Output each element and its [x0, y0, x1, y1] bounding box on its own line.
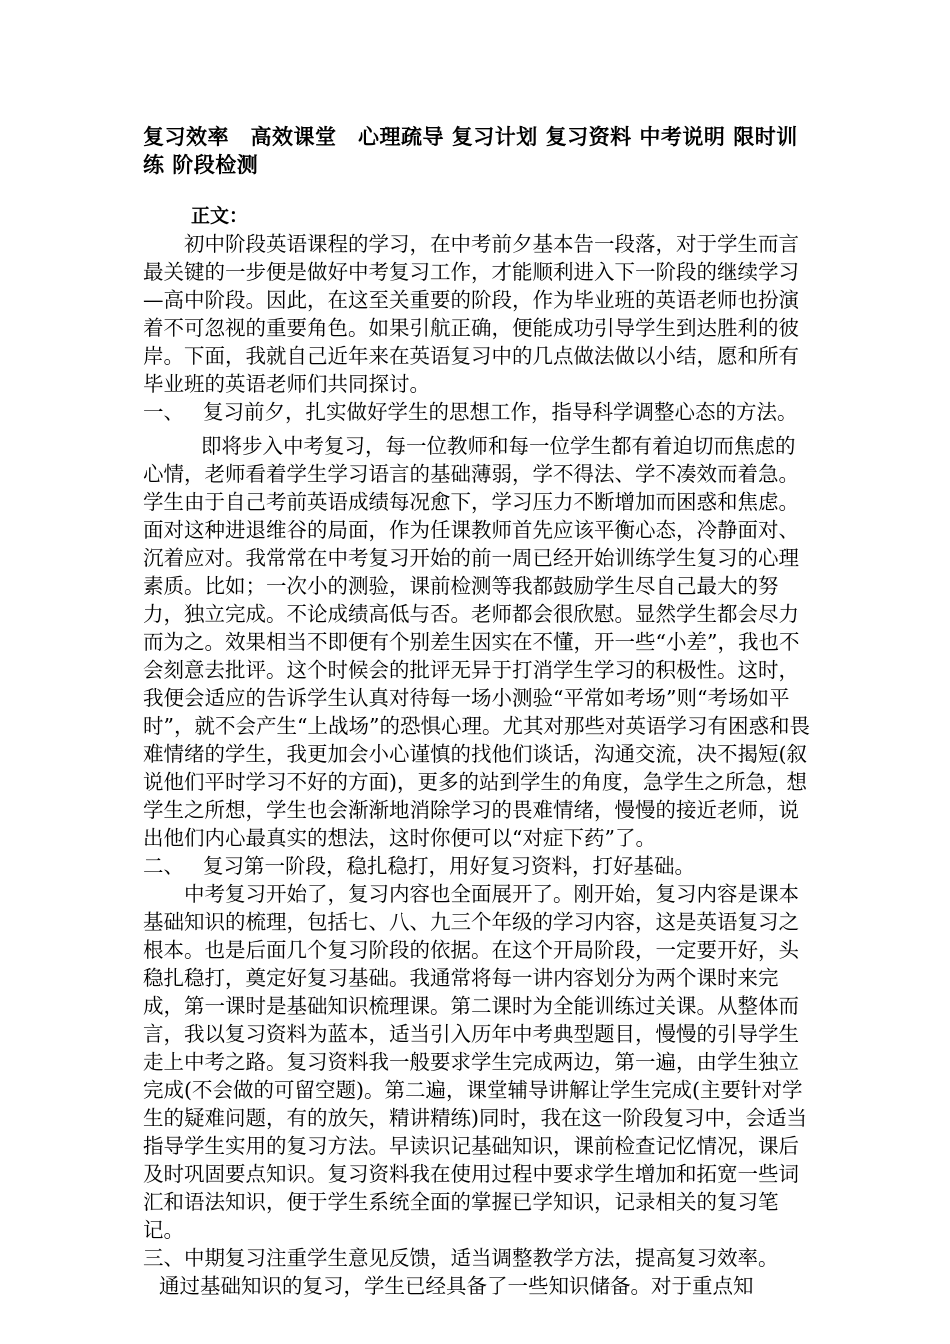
section-1-paragraph: 即将步入中考复习，每一位教师和每一位学生都有着迫切而焦虑的心情，老师看着学生学习语言的基础薄弱，学不得法、学不凑效而着急。学生由于自己考前英语成绩每况愈下，学习压力不断增加而困惑和焦虑。面对这种进退维谷的局面，作为任课教师首先应该平衡心态，冷静面对、沉着应对。我常常在中考复习开始的前一周已经开始训练学生复习的心理素质。比如；一次小的测验，课前检测等我都鼓励学生尽自己最大的努力，独立完成。不论成绩高低与否。老师都会很欣慰。显然学生都会尽力而为之。效果相当不即便有个别差生因实在不懂，开一些“小差”，我也不会刻意去批评。这个时候会的批评无异于打消学生学习的积极性。这时，我便会适应的告诉学生认真对待每一场小测验“平常如考场”则“考场如平时”，就不会产生“上战场”的恐惧心理。尤其对那些对英语学习有困惑和畏难情绪的学生，我更加会小心谨慎的找他们谈话，沟通交流，决不揭短(叙说他们平时学习不好的方面)，更多的站到学生的角度，急学生之所急，想学生之所想，学生也会渐渐地消除学习的畏难情绪，慢慢的接近老师，说出他们内心最真实的想法，这时你便可以“对症下药”了。: [143, 434, 810, 850]
document-body: [143, 202, 813, 1300]
section-3-heading: 三、中期复习注重学生意见反馈，适当调整教学方法，提高复习效率。: [143, 1246, 779, 1270]
section-1-number: 一、: [143, 400, 184, 424]
keywords-line: 复习效率 高效课堂 心理疏导 复习计划 复习资料 中考说明 限时训练 阶段检测: [143, 125, 798, 177]
section-1-heading: [143, 398, 813, 426]
section-2-heading: [143, 852, 813, 880]
section-2-title: 复习第一阶段，稳扎稳打，用好复习资料，打好基础。: [203, 854, 695, 878]
intro-paragraph: 初中阶段英语课程的学习，在中考前夕基本告一段落，对于学生而言最关键的一步便是做好中考复习工作，才能顺利进入下一阶段的继续学习—高中阶段。因此，在这至关重要的阶段，作为毕业班的英语老师也扮演着不可忽视的重要角色。如果引航正确，便能成功引导学生到达胜利的彼岸。下面，我就自己近年来在英语复习中的几点做法做以小结，愿和所有毕业班的英语老师们共同探讨。: [143, 232, 799, 396]
section-3-paragraph: 通过基础知识的复习，学生已经具备了一些知识储备。对于重点知: [159, 1274, 754, 1298]
body-label: 正文：: [191, 205, 249, 227]
section-2-number: 二、: [143, 854, 184, 878]
section-2-paragraph: 中考复习开始了，复习内容也全面展开了。刚开始，复习内容是课本基础知识的梳理，包括七、八、九三个年级的学习内容，这是英语复习之根本。也是后面几个复习阶段的依据。在这个开局阶段，一定要开好，头稳扎稳打，奠定好复习基础。我通常将每一讲内容划分为两个课时来完成，第一课时是基础知识梳理课。第二课时为全能训练过关课。从整体而言，我以复习资料为蓝本，适当引入历年中考典型题目，慢慢的引导学生走上中考之路。复习资料我一般要求学生完成两边，第一遍，由学生独立完成(不会做的可留空题)。第二遍，课堂辅导讲解让学生完成(主要针对学生的疑难问题，有的放矢，精讲精练)同时，我在这一阶段复习中，会适当指导学生实用的复习方法。早读识记基础知识，课前检查记忆情况，课后及时巩固要点知识。复习资料我在使用过程中要求学生增加和拓宽一些词汇和语法知识，便于学生系统全面的掌握已学知识，记录相关的复习笔记。: [143, 882, 807, 1242]
section-1-title: 复习前夕，扎实做好学生的思想工作，指导科学调整心态的方法。: [203, 400, 798, 424]
